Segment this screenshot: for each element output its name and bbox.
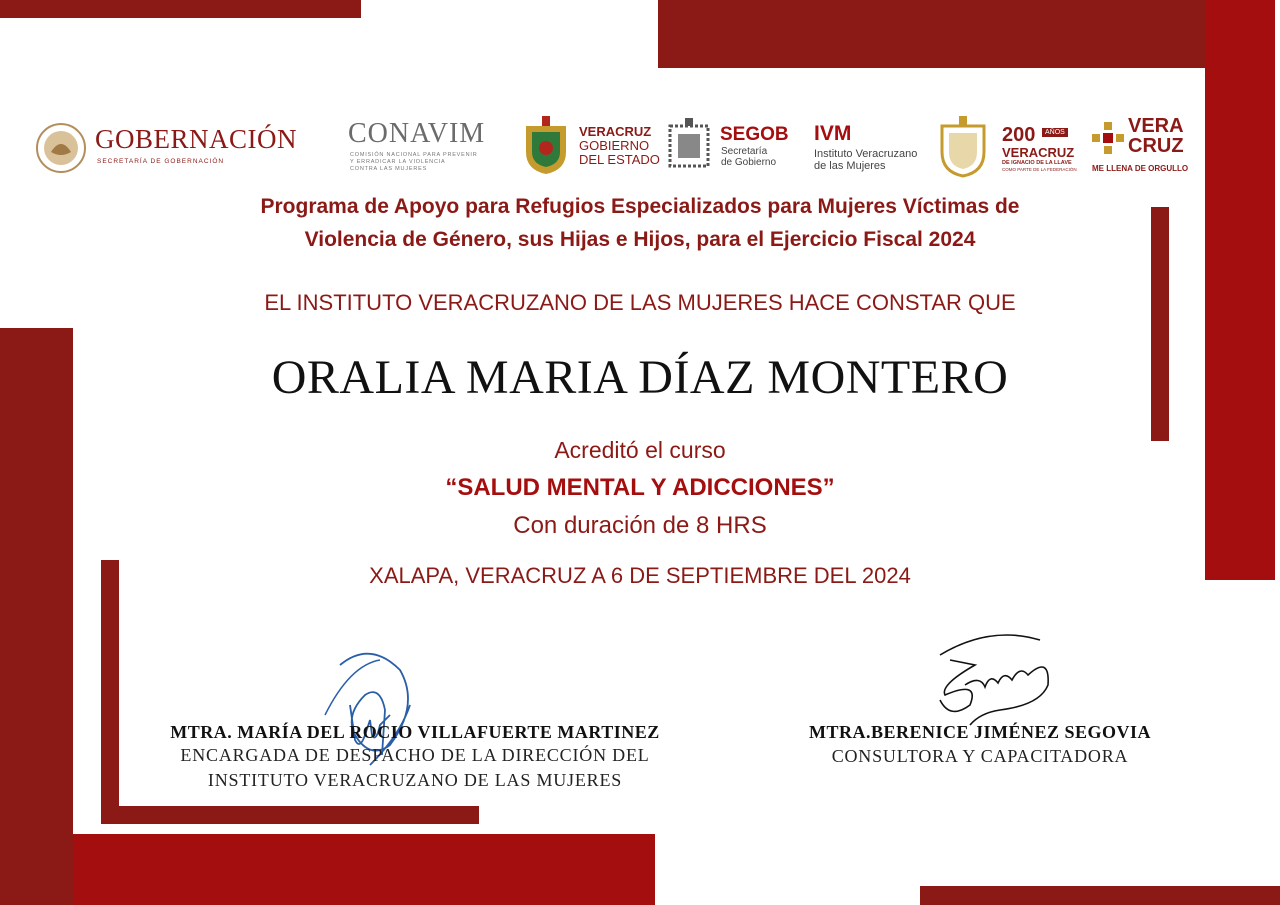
signatory-2 [780, 722, 1180, 767]
signatory-1 [120, 722, 710, 791]
conavim-sub-2: Y ERRADICAR LA VIOLENCIA [350, 159, 446, 165]
aniversario-shield-icon [938, 116, 988, 178]
aniversario-number: 200 [1002, 124, 1036, 146]
segob-line-1: Secretaría [721, 146, 768, 157]
conavim-title: CONAVIM [348, 118, 486, 149]
bottom-thin-bar [101, 806, 479, 824]
veracruz-line-2: GOBIERNO [579, 138, 650, 153]
gobernacion-subtitle: SECRETARÍA DE GOBERNACIÓN [97, 158, 225, 165]
gobernacion-title: GOBERNACIÓN [95, 124, 298, 154]
veracruz-line-1: VERACRUZ [579, 124, 652, 139]
ivm-line-1: Instituto Veracruzano [814, 148, 918, 160]
segob-title: SEGOB [720, 124, 789, 145]
signatory-1-role-1: ENCARGADA DE DESPACHO DE LA DIRECCIÓN DEL [180, 745, 650, 765]
gobernacion-logo [35, 112, 335, 182]
conavim-logo [348, 112, 508, 182]
veracruz-brand-line-2: CRUZ [1128, 135, 1184, 157]
bottom-left-bar [73, 834, 655, 905]
logos-strip [30, 112, 1200, 182]
signatory-1-name: MTRA. MARÍA DEL ROCIO VILLAFUERTE MARTINEZ [170, 722, 660, 742]
ivm-logo [814, 112, 944, 182]
segob-emblem-icon [666, 118, 712, 174]
mexico-seal-icon [35, 122, 87, 174]
aniversario-line-2: COMO PARTE DE LA FEDERACIÓN [1002, 167, 1077, 172]
signatory-2-name: MTRA.BERENICE JIMÉNEZ SEGOVIA [808, 722, 1152, 742]
program-line-1: Programa de Apoyo para Refugios Especializados para Mujeres Víctimas de [260, 195, 1020, 218]
left-thin-bar [101, 560, 119, 824]
veracruz-shield-icon [522, 116, 570, 176]
statement: EL INSTITUTO VERACRUZANO DE LAS MUJERES HACE CONSTAR QUE [264, 290, 1016, 315]
recipient-name: ORALIA MARIA DÍAZ MONTERO [271, 351, 1009, 404]
aniversario-line-1: DE IGNACIO DE LA LLAVE [1002, 160, 1072, 166]
signature-2 [920, 625, 1060, 735]
top-left-bar [0, 0, 361, 18]
course-name: “SALUD MENTAL Y ADICCIONES” [445, 474, 835, 501]
program-line-2: Violencia de Género, sus Hijas e Hijos, para el Ejercicio Fiscal 2024 [304, 228, 976, 251]
conavim-sub-3: CONTRA LAS MUJERES [350, 166, 428, 172]
bottom-right-bar [920, 886, 1280, 905]
veracruz-brand-logo [1090, 112, 1200, 182]
place-date: XALAPA, VERACRUZ A 6 DE SEPTIEMBRE DEL 2024 [369, 563, 911, 588]
aniversario-suffix: AÑOS [1042, 128, 1068, 137]
veracruz-line-3: DEL ESTADO [579, 152, 660, 167]
ivm-title: IVM [814, 122, 852, 145]
veracruz-gobierno-logo [522, 112, 662, 182]
course-duration: Con duración de 8 HRS [513, 512, 767, 539]
segob-logo [666, 112, 806, 182]
aniversario-logo [938, 112, 1088, 182]
left-vertical-bar [0, 328, 73, 905]
top-right-bar [658, 0, 1206, 68]
course-intro: Acreditó el curso [554, 437, 726, 463]
veracruz-pattern-icon [1092, 122, 1124, 154]
ivm-line-2: de las Mujeres [814, 160, 886, 172]
veracruz-brand-line-1: VERA [1128, 115, 1184, 137]
aniversario-name: VERACRUZ [1002, 145, 1075, 160]
signatory-2-role-1: CONSULTORA Y CAPACITADORA [831, 746, 1129, 766]
signatory-1-role-2: INSTITUTO VERACRUZANO DE LAS MUJERES [207, 770, 623, 790]
veracruz-brand-tagline: ME LLENA DE ORGULLO [1092, 164, 1189, 173]
conavim-sub-1: COMISIÓN NACIONAL PARA PREVENIR [350, 152, 478, 158]
segob-line-2: de Gobierno [721, 157, 777, 168]
